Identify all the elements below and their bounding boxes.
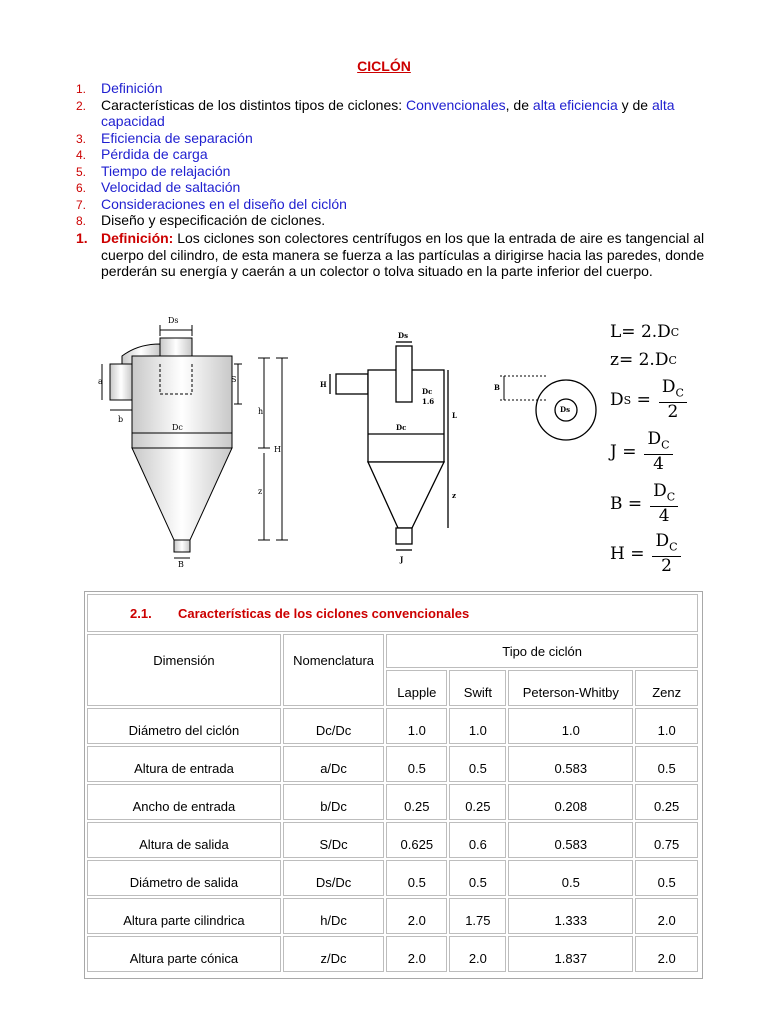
label-z: z	[258, 487, 263, 496]
table-row: Ancho de entrada b/Dc 0.25 0.25 0.208 0.25	[87, 784, 698, 820]
header-swift: Swift	[449, 670, 506, 706]
toc-link-consideraciones[interactable]: Consideraciones en el diseño del ciclón	[101, 195, 347, 212]
table-row: Altura parte cilindrica h/Dc 2.0 1.75 1.333 2.0	[87, 898, 698, 934]
toc-link-relajacion[interactable]: Tiempo de relajación	[101, 162, 231, 179]
cyclone-top-view	[490, 362, 604, 456]
label-ds: Ds	[168, 316, 179, 325]
toc-link-eficiencia[interactable]: Eficiencia de separación	[101, 129, 253, 146]
toc-link-alta-eficiencia[interactable]: alta eficiencia	[532, 96, 618, 113]
definition-text: Los ciclones son colectores centrífugos en los que la entrada de aire es tangencial al cuerpo del cilindro, de esta manera se fuerza a las partículas a dirigirse hacia las paredes, donde perderán su energía y caerán a un colector o tolva situado en la parte inferior del cuerpo.	[101, 230, 705, 279]
cyclone-diagram-2	[316, 326, 476, 568]
header-type: Tipo de ciclón	[386, 634, 698, 668]
label-B: B	[494, 383, 500, 392]
header-lapple: Lapple	[386, 670, 447, 706]
table-row: Altura de entrada a/Dc 0.5 0.5 0.583 0.5	[87, 746, 698, 782]
label-H: H	[320, 380, 327, 389]
formula-B: B = $\frac{D_C}{4}$	[610, 482, 678, 526]
label-z: z	[452, 491, 456, 500]
table-row: Diámetro de salida Ds/Dc 0.5 0.5 0.5 0.5	[87, 860, 698, 896]
data-table	[85, 592, 700, 974]
formula-ds: D S = $\frac{D_C}{2}$	[610, 378, 687, 422]
toc-item-perdida[interactable]	[76, 146, 736, 163]
formula-z: z = 2.D C	[610, 350, 677, 370]
label-b: b	[118, 415, 124, 424]
label-L: L	[452, 411, 457, 420]
label-ds: Ds	[560, 405, 571, 414]
toc-item-diseno	[76, 212, 736, 229]
definition-heading: Definición:	[101, 230, 174, 246]
toc-text: Características de los distintos tipos de ciclones:	[101, 96, 407, 113]
label-ds: Ds	[398, 331, 409, 340]
toc-item-relajacion[interactable]	[76, 163, 736, 180]
formula-J: J = $\frac{D_C}{4}$	[610, 430, 673, 474]
toc-number: 6.	[76, 181, 87, 195]
section-title-text: Características de los ciclones convencionales	[178, 605, 470, 621]
table-of-contents	[76, 80, 736, 229]
toc-number: 4.	[76, 148, 87, 162]
label-dc-over: Dc	[422, 387, 433, 396]
conventional-cyclones-table	[84, 591, 703, 979]
header-zenz: Zenz	[635, 670, 698, 706]
toc-link-convencionales[interactable]: Convencionales	[406, 96, 506, 113]
table-row: Altura parte cónica z/Dc 2.0 2.0 1.837 2.0	[87, 936, 698, 972]
header-peterson-whitby: Peterson-Whitby	[508, 670, 633, 706]
toc-text: Diseño y especificación de ciclones.	[101, 212, 326, 228]
label-h: h	[258, 407, 264, 416]
toc-item-consideraciones[interactable]	[76, 196, 736, 213]
toc-number: 3.	[76, 131, 87, 146]
toc-item-eficiencia[interactable]	[76, 130, 736, 147]
toc-number: 2.	[76, 98, 87, 113]
label-s: S	[231, 375, 237, 384]
toc-text: , de	[505, 96, 533, 113]
toc-link-saltacion[interactable]: Velocidad de saltación	[101, 179, 241, 195]
toc-number: 7.	[76, 197, 87, 212]
toc-number: 5.	[76, 164, 87, 179]
cyclone-diagram-1	[88, 308, 310, 570]
toc-link-definicion[interactable]: Definición	[101, 80, 163, 96]
label-dc: Dc	[396, 423, 407, 432]
toc-item-types	[76, 97, 736, 130]
label-H: H	[274, 445, 281, 454]
label-dc: Dc	[172, 423, 183, 432]
label-1-6: 1.6	[422, 397, 435, 406]
table-row: Altura de salida S/Dc 0.625 0.6 0.583 0.75	[87, 822, 698, 858]
toc-item-definition[interactable]	[76, 80, 736, 97]
formula-L: L = 2.D C	[610, 322, 680, 342]
formula-H: H = $\frac{D_C}{2}$	[610, 532, 681, 576]
definition-number: 1.	[76, 230, 88, 246]
toc-number: 8.	[76, 214, 87, 228]
definition-section	[76, 230, 736, 280]
table-row: Diámetro del ciclón Dc/Dc 1.0 1.0 1.0 1.0	[87, 708, 698, 744]
section-number: 2.1.	[130, 605, 152, 621]
toc-item-saltacion[interactable]	[76, 179, 736, 196]
header-dimension: Dimensión	[87, 634, 281, 706]
label-B: B	[178, 560, 184, 569]
section-title	[87, 594, 698, 632]
toc-text: y de	[617, 96, 652, 113]
label-a: a	[98, 377, 103, 386]
toc-link-perdida[interactable]: Pérdida de carga	[101, 146, 208, 162]
page-title: CICLÓN	[357, 58, 411, 74]
label-J: J	[400, 555, 404, 564]
toc-link-alta-capacidad[interactable]: alta capacidad	[101, 96, 675, 129]
header-nomenclature: Nomenclatura	[283, 634, 384, 706]
toc-number: 1.	[76, 82, 87, 96]
